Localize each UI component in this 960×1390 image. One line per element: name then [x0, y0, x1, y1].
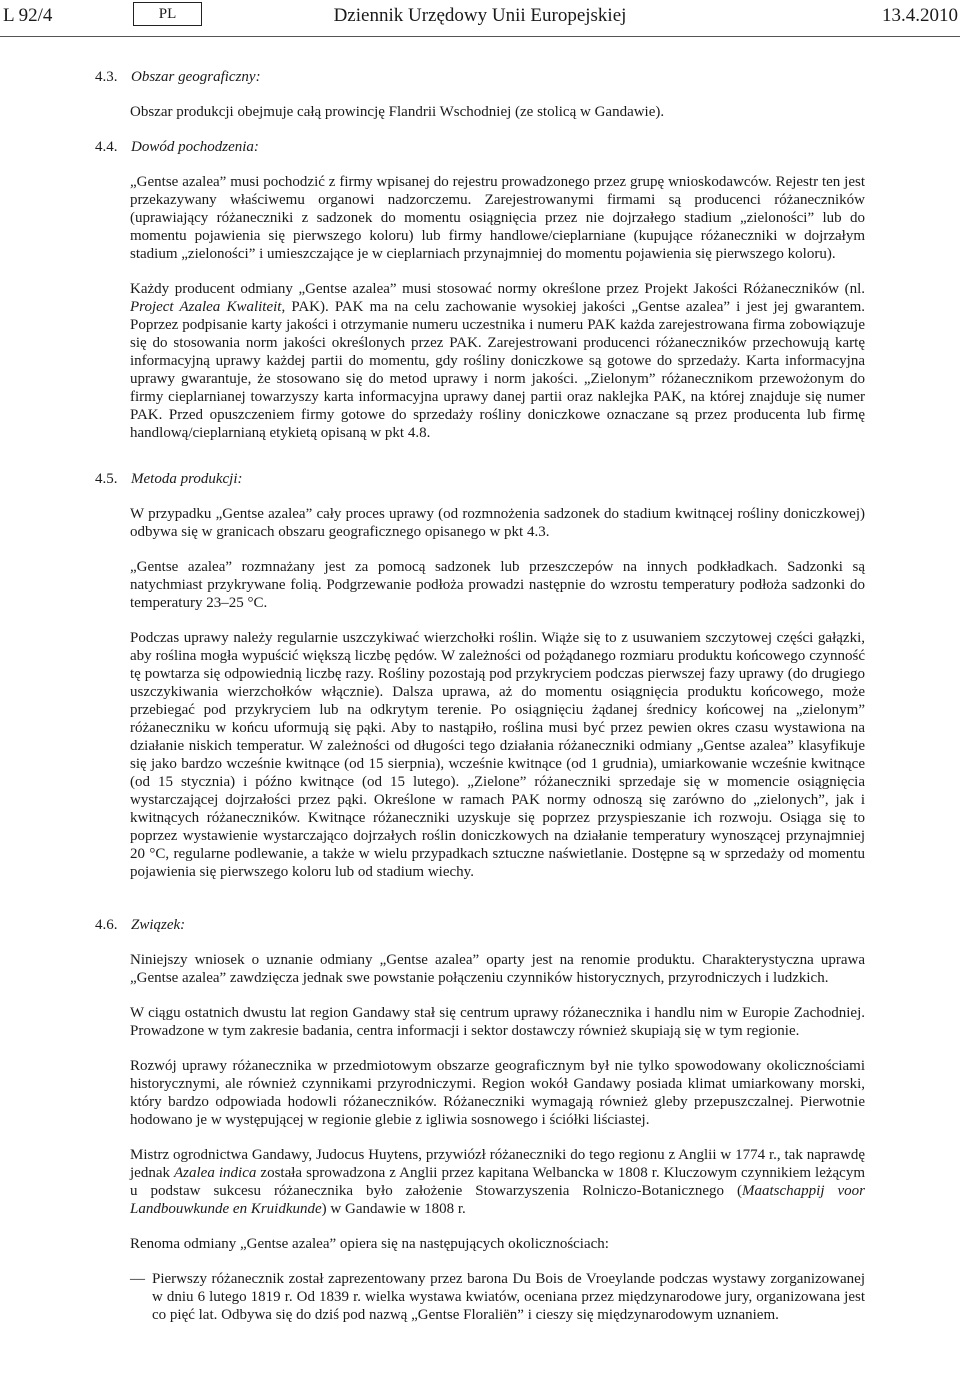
section-4-6 — [95, 916, 865, 1324]
section-number: 4.3. — [95, 69, 118, 85]
section-body — [130, 505, 865, 881]
journal-title: Dziennik Urzędowy Unii Europejskiej — [333, 5, 627, 26]
list-item — [130, 1270, 865, 1324]
paragraph: W ciągu ostatnich dwustu lat region Gandawy stał się centrum uprawy różanecznika i handlu nim w Europie Zachodniej. Prowadzone w tym zakresie badania, centra informacji i sektor dostawczy również skupiają się w tym regionie. — [130, 1005, 865, 1039]
language-badge: PL — [133, 2, 202, 26]
section-title: Obszar geograficzny: — [131, 69, 261, 85]
section-heading — [95, 916, 865, 934]
section-heading — [95, 68, 865, 86]
paragraph: Podczas uprawy należy regularnie uszczykiwać wierzchołki roślin. Wiąże się to z usuwaniem szczytowej części gałązki, aby roślina mogła wypuścić większą liczbę pędów. W zależności od pożądanego rozmiaru produktu końcowego czynność tę powtarza się odpowiednią liczbę razy. Rośliny pozostają pod przykryciem podczas pierwszej fazy uprawy (do drugiego uszczykiwania wierzchołków włącznie). Dalsza uprawa, aż do momentu osiągnięcia produktu końcowego, może przebiegać pod przykryciem lub na odkrytym terenie. Po osiągnięciu żądanej średnicy końcowej na „zielonym” różaneczniku w końcu uformują się pąki. Aby to nastąpiło, roślina musi być przez pewien okres czasu wystawiona na działanie niskich temperatur. W zależności od długości tego działania różaneczniki odmiany „Gentse azalea” klasyfikuje się jako bardzo wcześnie kwitnące (od 15 sierpnia), wcześnie kwitnące (od 1 grudnia), umiarkowanie wcześnie kwitnące (od 15 stycznia) i późno kwitnące (od 15 lutego). „Zielone” różaneczniki sprzedaje się w momencie osiągnięcia wystarczającej dojrzałości przez pąki. Określone w ramach PAK normy odnoszą się zarówno do „zielonych”, jak i kwitnących różaneczników. Kwitnące różaneczniki uzyskuje się poprzez przyspieszanie ich rozwoju. Osiąga się to poprzez wystawienie wystarczająco dojrzałych roślin doniczkowych na działanie temperatury wynoszącej przynajmniej 20 °C, regularne podlewanie, a także w wielu przypadkach sztuczne naświetlanie. Dostępne są w sprzedaży od momentu pojawienia się pierwszego koloru lub od stadium wiechy. — [130, 630, 865, 880]
page-number: L 92/4 — [3, 5, 53, 26]
paragraph: Renoma odmiany „Gentse azalea” opiera się na następujących okolicznościach: — [130, 1236, 609, 1252]
paragraph — [130, 280, 865, 442]
text-run: ) w Gandawie w 1808 r. — [321, 1201, 466, 1217]
text-run: Mistrz ogrodnictwa Gandawy, Judocus Huytens, przywiózł różaneczniki do tego regionu z Anglii w 1774 r., tak naprawdę jednak — [130, 1147, 865, 1181]
text-run-italic: Project Azalea Kwaliteit — [130, 299, 282, 315]
section-title: Dowód pochodzenia: — [131, 139, 259, 155]
text-run: Każdy producent odmiany „Gentse azalea” musi stosować normy określone przez Projekt Jakości Różaneczników (nl. — [130, 281, 865, 297]
text-run-italic: Azalea indica — [174, 1165, 257, 1181]
section-title: Związek: — [131, 917, 186, 933]
section-4-5 — [95, 470, 865, 881]
paragraph: Niniejszy wniosek o uznanie odmiany „Gentse azalea” oparty jest na renomie produktu. Charakterystyczna uprawa „Gentse azalea” zawdzięcza jednak swe powstanie połączeniu czynników historycznych, przyrodniczych i ludzkich. — [130, 952, 865, 986]
paragraph: Obszar produkcji obejmuje całą prowincję Flandrii Wschodniej (ze stolicą w Gandawie). — [130, 104, 665, 120]
paragraph: W przypadku „Gentse azalea” cały proces uprawy (od rozmnożenia sadzonek do stadium kwitnącej rośliny doniczkowej) odbywa się w granicach obszaru geograficznego opisanego w pkt 4.3. — [130, 506, 865, 540]
page-header — [0, 0, 960, 42]
section-body — [130, 173, 865, 442]
section-title: Metoda produkcji: — [131, 471, 243, 487]
section-4-3 — [95, 68, 865, 121]
section-4-4 — [95, 138, 865, 442]
paragraph: „Gentse azalea” rozmnażany jest za pomocą sadzonek lub przeszczepów na innych podkładkach. Sadzonki są natychmiast przykrywane folią. Podgrzewanie podłoża prowadzi następnie do wzrostu temperatury podłoża sadzonki do temperatury 23–25 °C. — [130, 559, 865, 611]
section-body — [130, 103, 865, 121]
paragraph: „Gentse azalea” musi pochodzić z firmy wpisanej do rejestru prowadzonego przez grupę wnioskodawców. Rejestr ten jest przekazywany właściwemu organowi nadzorczemu. Zarejestrowanymi firmami są producenci różaneczników (uprawiający różaneczniki z sadzonek do momentu osiągnięcia przez nie dojrzałego stadium „zieloności” lub do momentu pojawienia się pierwszego koloru) lub firmy handlowe/cieplarniane (kupujące różaneczniki w dojrzałym stadium „zieloności” i umieszczające je w cieplarniach przynajmniej do momentu pojawienia się pierwszego koloru). — [130, 174, 865, 262]
section-number: 4.4. — [95, 139, 118, 155]
section-heading — [95, 470, 865, 488]
header-divider — [0, 36, 960, 37]
paragraph — [130, 1146, 865, 1218]
list-item-text: Pierwszy różanecznik został zaprezentowany przez barona Du Bois de Vroeylande podczas wystawy zorganizowanej w dniu 6 lutego 1819 r. Od 1839 r. wielka wystawa kwiatów, oceniana przez międzynarodowe jury, organizowana jest co pięć lat. Odbywa się do dziś pod nazwą „Gentse Floraliën” i cieszy się międzynarodowym uznaniem. — [152, 1271, 865, 1323]
paragraph: Rozwój uprawy różanecznika w przedmiotowym obszarze geograficznym był nie tylko spowodowany okolicznościami historycznymi, ale również czynnikami przyrodniczymi. Region wokół Gandawy posiada klimat umiarkowany morski, który bardzo odpowiada hodowli różaneczników. Różaneczniki wymagają również gleby przepuszczalnej. Pierwotnie hodowano je w występującej w regionie glebie z igliwia sosnowego i ściółki liściastej. — [130, 1058, 865, 1128]
text-run: została sprowadzona z Anglii przez kapitana Welbancka w 1808 r. Kluczowym czynnikiem leżącym u podstaw sukcesu różanecznika było założenie Stowarzyszenia Rolniczo-Botanicznego ( — [130, 1165, 865, 1199]
section-body — [130, 951, 865, 1324]
text-run-italic: Maatschappij voor Landbouwkunde en Kruidkunde — [130, 1183, 865, 1217]
section-heading — [95, 138, 865, 156]
text-run: , PAK). PAK ma na celu zachowanie wysokiej jakości „Gentse azalea” i jest jej gwarantem. Poprzez podpisanie karty jakości i otrzymanie numeru uczestnika i numeru PAK każda zarejestrowana firma zobowiązuje się do stosowania norm jakości określonych przez PAK. Zarejestrowani producenci różaneczników przechowują kartę informacyjną uprawy każdej partii do momentu, gdy rośliny doniczkowe są gotowe do sprzedaży. Karta informacyjna uprawy gwarantuje, że stosowano się do metod uprawy i norm jakości. „Zielonym” różanecznikom przewożonym do firmy cieplarnianej towarzyszy karta informacyjna uprawy danej partii oraz naklejka PAK, na której znajduje się numer PAK. Przed opuszczeniem firmy gotowe do sprzedaży rośliny doniczkowe oznaczane są przez producenta lub firmę handlową/cieplarnianą etykietą opisaną w pkt 4.8. — [130, 299, 865, 441]
section-number: 4.5. — [95, 471, 118, 487]
list-dash: — — [130, 1271, 145, 1287]
section-number: 4.6. — [95, 917, 118, 933]
publication-date: 13.4.2010 — [882, 5, 958, 26]
